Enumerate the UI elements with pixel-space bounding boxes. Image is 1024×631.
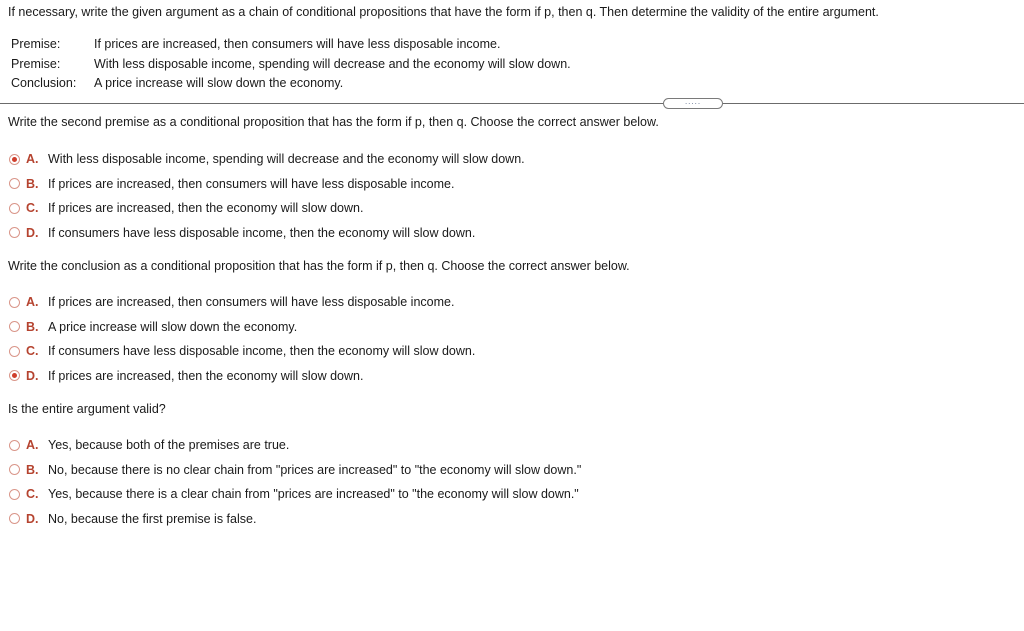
radio-icon[interactable] [9,203,20,214]
argument-conclusion [11,74,571,94]
radio-icon[interactable] [9,464,20,475]
question-3-option-d[interactable] [9,507,581,532]
question-2-prompt: Write the conclusion as a conditional proposition that has the form if p, then q. Choose the correct answer below. [8,259,630,273]
option-letter: B. [26,319,39,334]
option-text: A price increase will slow down the economy. [48,319,298,334]
question-1-option-a[interactable] [9,147,525,172]
ellipsis-icon: ..... [684,97,702,106]
question-1-prompt: Write the second premise as a conditional proposition that has the form if p, then q. Choose the correct answer below. [8,115,659,129]
question-2-option-a[interactable] [9,290,475,315]
radio-icon[interactable] [9,297,20,308]
question-1-option-c[interactable] [9,196,525,221]
option-text: Yes, because there is a clear chain from "prices are increased" to "the economy will slow down." [48,487,579,502]
option-text: If prices are increased, then consumers will have less disposable income. [48,295,455,310]
question-3-option-b[interactable] [9,458,581,483]
option-letter: A. [26,295,39,310]
question-2-option-d[interactable] [9,364,475,389]
radio-icon[interactable] [9,321,20,332]
question-2-option-c[interactable] [9,339,475,364]
question-3-options [9,433,581,531]
question-2-options [9,290,475,388]
radio-selected-icon[interactable] [9,370,20,381]
radio-icon[interactable] [9,178,20,189]
question-2-option-b[interactable] [9,315,475,340]
argument-text: If prices are increased, then consumers will have less disposable income. [94,37,501,51]
option-letter: D. [26,368,39,383]
question-1-option-d[interactable] [9,221,525,246]
question-3-prompt: Is the entire argument valid? [8,402,166,416]
option-letter: D. [26,225,39,240]
radio-icon[interactable] [9,513,20,524]
argument-premise-1 [11,35,571,55]
argument-label: Premise: [11,56,61,71]
question-3-option-a[interactable] [9,433,581,458]
instructions-text: If necessary, write the given argument as a chain of conditional propositions that have the form if p, then q. Then determine the validity of the entire argument. [8,5,879,19]
question-1-options [9,147,525,245]
radio-icon[interactable] [9,489,20,500]
option-letter: A. [26,438,39,453]
option-letter: B. [26,462,39,477]
argument-text: A price increase will slow down the economy. [94,76,344,90]
option-letter: C. [26,344,39,359]
radio-icon[interactable] [9,346,20,357]
argument-label: Conclusion: [11,76,77,90]
radio-icon[interactable] [9,440,20,451]
argument-block [11,35,571,94]
expand-collapse-button[interactable] [663,98,723,109]
option-text: If prices are increased, then consumers will have less disposable income. [48,176,455,191]
argument-text: With less disposable income, spending will decrease and the economy will slow down. [94,56,571,71]
radio-icon[interactable] [9,227,20,238]
section-divider [0,103,1024,104]
question-1-option-b[interactable] [9,172,525,197]
option-text: If consumers have less disposable income, then the economy will slow down. [48,225,476,240]
argument-label: Premise: [11,37,61,51]
option-text: No, because the first premise is false. [48,511,257,526]
option-letter: B. [26,176,39,191]
option-letter: C. [26,487,39,502]
option-text: If consumers have less disposable income, then the economy will slow down. [48,344,476,359]
option-text: With less disposable income, spending will decrease and the economy will slow down. [48,152,525,167]
radio-selected-icon[interactable] [9,154,20,165]
option-letter: D. [26,511,39,526]
option-text: No, because there is no clear chain from "prices are increased" to "the economy will slow down." [48,462,582,477]
option-text: If prices are increased, then the economy will slow down. [48,368,364,383]
question-3-option-c[interactable] [9,482,581,507]
option-letter: A. [26,152,39,167]
argument-premise-2 [11,55,571,75]
option-text: If prices are increased, then the economy will slow down. [48,201,364,216]
option-text: Yes, because both of the premises are true. [48,438,290,453]
option-letter: C. [26,201,39,216]
